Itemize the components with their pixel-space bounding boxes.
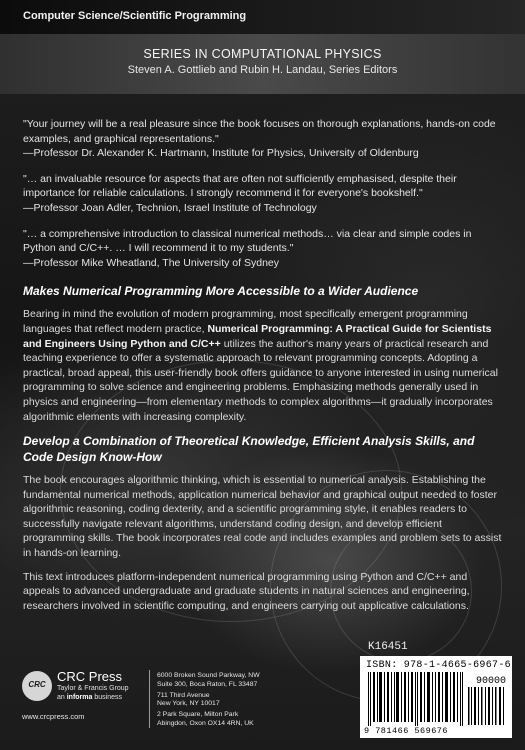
quote-attribution: —Professor Joan Adler, Technion, Israel Institute of Technology xyxy=(23,201,317,214)
informa-line xyxy=(57,693,129,702)
address-line: New York, NY 10017 xyxy=(157,700,220,708)
product-code: K16451 xyxy=(368,641,408,653)
address-line: 6000 Broken Sound Parkway, NW xyxy=(157,672,260,679)
endorsement-quote xyxy=(23,117,503,161)
category-label: Computer Science/Scientific Programming xyxy=(23,10,247,22)
publisher-block xyxy=(57,669,129,702)
book-title: Numerical Programming: A Practical Guide for Scientists and Engineers Using Python and C/C++ xyxy=(23,322,492,350)
quote-attribution: —Professor Mike Wheatland, The University of Sydney xyxy=(23,256,279,269)
section-heading: Develop a Combination of Theoretical Knowledge, Efficient Analysis Skills, and Code Design Know-How xyxy=(23,434,475,465)
address-divider xyxy=(149,670,150,728)
address-line: Suite 300, Boca Raton, FL 33487 xyxy=(157,680,258,688)
address-block xyxy=(157,672,307,690)
endorsement-quote xyxy=(23,227,503,271)
quote-text: "… a comprehensive introduction to classical numerical methods… via clear and simple codes in Python and C/C++. … I will recommend it to my students." xyxy=(23,227,472,255)
isbn-barcode xyxy=(368,672,464,726)
address-line: 711 Third Avenue xyxy=(157,691,210,699)
publisher-addresses xyxy=(157,672,307,731)
ean-number: 9 781466 569676 xyxy=(364,726,449,736)
publisher-group: Taylor & Francis Group xyxy=(57,685,129,692)
category-bar xyxy=(0,0,525,34)
description-paragraph: This text introduces platform-independent numerical programming using Python and C/C++ and appeals to advanced undergraduate and graduate students in natural sciences and engineering, researchers involved in scientific computing, and engineers carrying out applicative calculations. xyxy=(23,570,470,612)
paragraph-text: utilizes the author's many years of practical research and teaching experience to offer a systematic approach to relevant programming concepts. Adopting a practical, broad appeal, this user-friendly book offers guidance to anyone interested in using numerical programming to solve science and engineering problems. Emphasizing methods generally used in physics and engineering—from elementary methods to complex algorithms—it gradually incorporates algorithmic elements with increasing complexity. xyxy=(23,337,498,423)
informa-suffix: business xyxy=(92,694,122,701)
quote-attribution: —Professor Dr. Alexander K. Hartmann, Institute for Physics, University of Oldenburg xyxy=(23,147,419,160)
series-title: SERIES IN COMPUTATIONAL PHYSICS xyxy=(143,47,382,61)
isbn-number: ISBN: 978-1-4665-6967-6 xyxy=(366,660,511,671)
barcode-panel xyxy=(360,656,512,738)
main-content xyxy=(23,117,503,622)
series-editors: Steven A. Gottlieb and Rubin H. Landau, Series Editors xyxy=(127,64,398,76)
informa-prefix: an xyxy=(57,694,67,701)
description-paragraph: The book encourages algorithmic thinking, which is essential to numerical analysis. Establishing the fundamental numerical methods, application numerical behavior and graphical output needed to foster algorithmic reasoning, coding dexterity, and a scientific programming style, it enables readers to successfully navigate relevant algorithms, understand coding design, and develop efficient programming skills. The book incorporates real code and includes examples and problem sets to assist in hands-on learning. xyxy=(23,474,502,560)
crc-logo xyxy=(22,671,52,701)
description-paragraph xyxy=(23,307,503,424)
logo-text: CRC xyxy=(28,680,46,689)
address-block xyxy=(157,692,307,710)
address-block xyxy=(157,711,307,729)
publisher-name: CRC Press xyxy=(57,669,123,684)
price-code: 90000 xyxy=(475,676,506,687)
series-banner xyxy=(0,34,525,94)
section-heading: Makes Numerical Programming More Accessible to a Wider Audience xyxy=(23,284,419,299)
price-barcode xyxy=(468,687,506,725)
endorsement-quote xyxy=(23,172,503,216)
address-line: 2 Park Square, Milton Park xyxy=(157,711,239,719)
quote-text: "… an invaluable resource for aspects that are often not sufficiently emphasised, despite their importance for reliable calculations. I strongly recommend it for everyone's bookshelf." xyxy=(23,172,457,200)
address-line: Abingdon, Oxon OX14 4RN, UK xyxy=(157,719,254,727)
informa-brand: informa xyxy=(66,694,93,701)
quote-text: "Your journey will be a real pleasure since the book focuses on thorough explanations, hands-on code examples, and graphical representations." xyxy=(23,118,496,145)
paragraph-text: Bearing in mind the evolution of modern programming, most specifically emergent programming languages that reflect modern practice, xyxy=(23,308,468,335)
publisher-website: www.crcpress.com xyxy=(22,712,85,721)
